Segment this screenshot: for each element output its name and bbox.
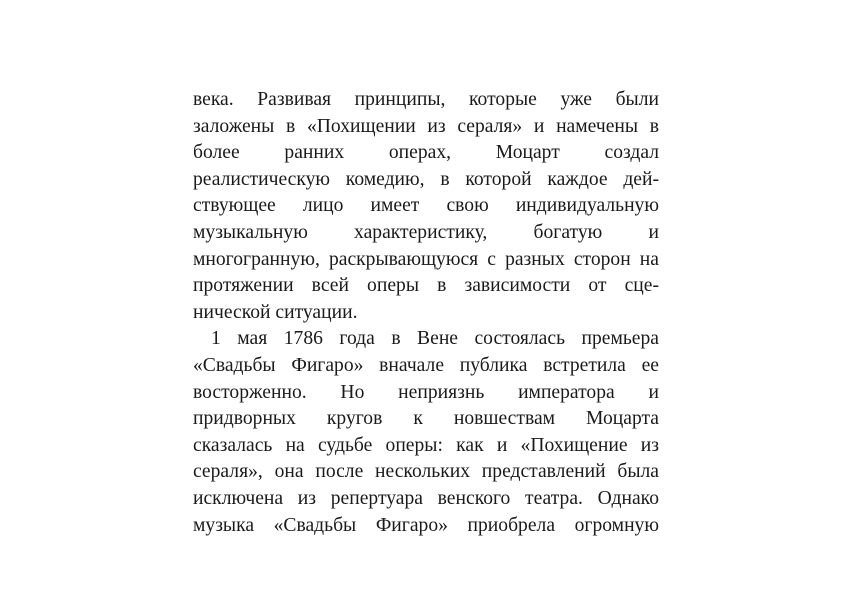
text-line: музыкальную характеристику, богатую и xyxy=(193,221,659,243)
text-line: 1 мая 1786 года в Вене состоялась премьера xyxy=(211,328,659,350)
text-line: исключена из репертуара венского театра. Однако xyxy=(193,487,659,509)
text-line: сераля», она после нескольких представлений была xyxy=(193,461,659,483)
text-line: нической ситуации. xyxy=(193,301,358,323)
text-line: реалистическую комедию, в которой каждое дей- xyxy=(193,168,659,190)
text-line: «Свадьбы Фигаро» вначале публика встретила ее xyxy=(193,354,659,376)
text-line: сказалась на судьбе оперы: как и «Похищение из xyxy=(193,434,659,456)
text-line: заложены в «Похищении из сераля» и намечены в xyxy=(193,115,659,137)
text-line: ствующее лицо имеет свою индивидуальную xyxy=(193,195,659,217)
text-line: восторженно. Но неприязнь императора и xyxy=(193,381,659,403)
body-text xyxy=(193,87,659,539)
text-line: придворных кругов к новшествам Моцарта xyxy=(193,408,659,430)
text-line: века. Развивая принципы, которые уже были xyxy=(193,89,659,110)
text-line: многогранную, раскрывающуюся с разных сторон на xyxy=(193,248,659,270)
text-line: более ранних операх, Моцарт создал xyxy=(193,142,659,164)
text-line: музыка «Свадьбы Фигаро» приобрела огромную xyxy=(193,514,659,536)
text-line: протяжении всей оперы в зависимости от сце- xyxy=(193,275,659,297)
